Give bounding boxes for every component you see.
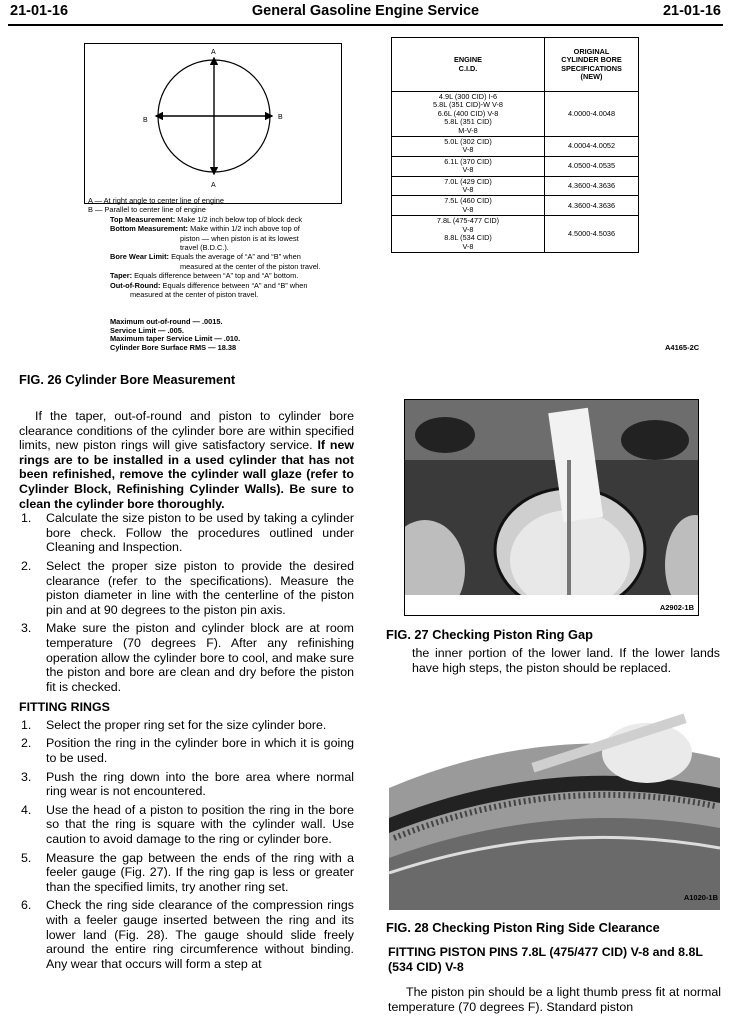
spec-row (392, 216, 639, 253)
spec-value-cell: 4.0500-4.0535 (545, 156, 639, 176)
spec-row (392, 196, 639, 216)
spec-engine-cell: 6.1L (370 CID) V-8 (392, 156, 545, 176)
fig27-continuation: the inner portion of the lower land. If the lower lands have high steps, the piston should be replaced. (412, 646, 720, 675)
ring-step-item: 5. Measure the gap between the ends of the ring with a feeler gauge (Fig. 27). If the ring gap is less or greater than the specified limits, try another ring set. (21, 850, 354, 894)
fitting-pins-text: The piston pin should be a light thumb press fit at normal temperature (70 degrees F). Standard piston (388, 985, 721, 1014)
limit-taper: Maximum taper Service Limit — .010. (110, 334, 241, 344)
legend-taper: Taper: Equals difference between “A” top and “A” bottom. (110, 271, 299, 281)
spec-engine-cell: 7.5L (460 CID) V-8 (392, 196, 545, 216)
legend-bottom: Bottom Measurement: Make within 1/2 inch above top of (110, 224, 300, 234)
fig27-caption: FIG. 27 Checking Piston Ring Gap (386, 627, 593, 642)
ring-step-item: 6. Check the ring side clearance of the compression rings with a feeler gauge inserted between the ring and its lower land (Fig. 28). The gauge should slide freely around the entire ring circumference without binding. Any wear that occurs will form a step at (21, 898, 354, 971)
ring-clearance-photo-svg (389, 698, 720, 910)
label-b-right: B (278, 114, 283, 121)
spec-value-cell: 4.0000-4.0048 (545, 92, 639, 137)
fig27-art-id: A2902-1B (659, 603, 694, 612)
spec-value-cell: 4.5000-4.5036 (545, 216, 639, 253)
bore-limits (110, 318, 240, 352)
spec-value-cell: 4.3600-4.3636 (545, 196, 639, 216)
spec-engine-cell: 4.9L (300 CID) I-6 5.8L (351 CID)-W V-8 6.6L (400 CID) V-8 5.8L (351 CID) M-V-8 (392, 92, 545, 137)
legend-oor-2: measured at the center of piston travel. (130, 290, 259, 300)
spec-value-cell: 4.3600-4.3636 (545, 176, 639, 196)
page-header (10, 3, 721, 23)
spec-row (392, 137, 639, 157)
legend-wear-2: measured at the center of the piston travel. (180, 261, 321, 271)
fig28-caption: FIG. 28 Checking Piston Ring Side Clearance (386, 920, 660, 935)
spec-engine-cell: 7.0L (429 CID) V-8 (392, 176, 545, 196)
piston-steps (19, 511, 354, 694)
bore-diagram-box (84, 43, 342, 204)
legend-oor: Out-of-Round: Equals difference between “A” and “B” when (110, 280, 308, 290)
ring-gap-photo-svg (405, 400, 698, 615)
header-rule (8, 24, 723, 26)
limit-max-oor: Maximum out-of-round — .0015. (110, 317, 223, 326)
fitting-pins-heading: FITTING PISTON PINS 7.8L (475/477 CID) V-8 and 8.8L (534 CID) V-8 (388, 945, 703, 974)
bore-spec-table (391, 37, 639, 253)
ring-steps (19, 718, 354, 972)
col-spec-header: ORIGINAL CYLINDER BORE SPECIFICATIONS (NEW) (545, 38, 639, 92)
label-b-left: B (143, 117, 148, 124)
col-engine-header: ENGINE C.I.D. (392, 38, 545, 92)
fig27-photo (404, 399, 699, 616)
legend-a: A — At right angle to center line of engine (88, 196, 224, 205)
label-a-bottom: A (211, 182, 216, 189)
fig28-photo (389, 698, 720, 910)
fitting-rings-heading: FITTING RINGS (19, 700, 110, 715)
piston-step-item: 1. Calculate the size piston to be used by taking a cylinder bore check. Follow the procedures outlined under Cleaning and Inspection. (21, 511, 354, 555)
ring-step-item: 2. Position the ring in the cylinder bore in which it is going to be used. (21, 736, 354, 766)
left-column (19, 409, 354, 975)
spec-row (392, 156, 639, 176)
fig28-art-id: A1020-1B (683, 893, 718, 902)
page-number-right: 21-01-16 (662, 3, 721, 19)
intro-paragraph: If the taper, out-of-round and piston to cylinder bore clearance conditions of the cylinder bore are within specified limits, new piston rings will give satisfactory service. If new rings are to be installed in a used cylinder that has not been refinished, remove the cylinder wall glaze (refer to Cylinder Block, Refinishing Cylinder Walls). Be sure to clean the cylinder bore thoroughly. (19, 409, 354, 511)
piston-step-item: 3. Make sure the piston and cylinder block are at room temperature (70 degrees F). After any refinishing operation allow the cylinder bore to cool, and make sure the piston and bore are clean and dry before the piston fit is checked. (21, 621, 354, 694)
legend-bottom-2: piston — when piston is at its lowest (180, 233, 299, 243)
legend-bottom-3: travel (B.D.C.). (180, 243, 229, 253)
fig26-art-id: A4165-2C (665, 343, 700, 352)
legend-wear: Bore Wear Limit: Equals the average of “A” and “B” when (110, 252, 301, 262)
spec-engine-cell: 7.8L (475-477 CID) V-8 8.8L (534 CID) V-8 (392, 216, 545, 253)
legend-top: Top Measurement: Make 1/2 inch below top of block deck (110, 214, 303, 224)
page-number-left: 21-01-16 (10, 3, 69, 19)
bore-legend (88, 196, 368, 299)
spec-row (392, 176, 639, 196)
ring-step-item: 1. Select the proper ring set for the size cylinder bore. (21, 717, 327, 732)
ring-step-item: 3. Push the ring down into the bore area where normal ring wear is not encountered. (21, 769, 354, 799)
limit-surface: Cylinder Bore Surface RMS — 18.38 (110, 342, 237, 352)
ring-step-item: 4. Use the head of a piston to position the ring in the bore so that the ring is square with the cylinder wall. Use caution to avoid damage to the ring or cylinder bore. (21, 802, 354, 847)
label-a-top: A (211, 49, 216, 56)
spec-table-body (392, 92, 639, 253)
fig26-caption: FIG. 26 Cylinder Bore Measurement (19, 372, 236, 387)
spec-row (392, 92, 639, 137)
bore-diagram (85, 44, 341, 203)
spec-value-cell: 4.0004-4.0052 (545, 137, 639, 157)
piston-step-item: 2. Select the proper size piston to provide the desired clearance (refer to the specifications). Measure the piston diameter in line with the centerline of the piston pin and at 90 degrees to the piston pin axis. (21, 558, 354, 617)
page-title: General Gasoline Engine Service (251, 3, 480, 19)
limit-service: Service Limit — .005. (110, 325, 184, 335)
spec-engine-cell: 5.0L (302 CID) V-8 (392, 137, 545, 157)
legend-b: B — Parallel to center line of engine (88, 205, 206, 215)
